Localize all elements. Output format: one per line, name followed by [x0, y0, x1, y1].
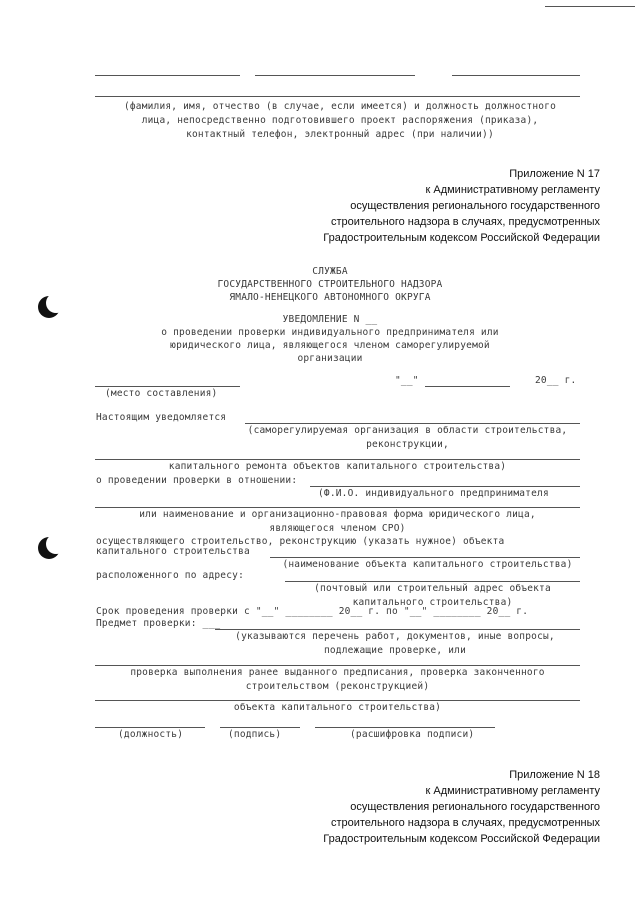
notice-title: УВЕДОМЛЕНИЕ N __: [282, 314, 378, 325]
date-year: 20__ г.: [535, 375, 577, 386]
notice-line1: о проведении проверки индивидуального предпринимателя или: [161, 327, 499, 338]
list-caption: [205, 630, 585, 658]
sro-line2: реконструкции,: [366, 439, 449, 450]
org-line2: являющегося членом СРО): [269, 523, 406, 534]
about-label: о проведении проверки в отношении:: [96, 475, 298, 486]
agency-line1: СЛУЖБА: [312, 266, 348, 277]
sro-line1: (саморегулируемая организация в области строительства,: [247, 425, 568, 436]
appendix-18-line: Градостроительным кодексом Российской Федерации: [323, 833, 600, 845]
agency-line2: ГОСУДАРСТВЕННОГО СТРОИТЕЛЬНОГО НАДЗОРА: [217, 279, 443, 290]
check-line1: проверка выполнения ранее выданного предписания, проверка законченного: [130, 667, 545, 678]
agency-line3: ЯМАЛО-НЕНЕЦКОГО АВТОНОМНОГО ОКРУГА: [229, 292, 431, 303]
header-caption-line1: (фамилия, имя, отчество (в случае, если имеется) и должность должностного: [123, 101, 557, 112]
term-line: Срок проведения проверки с "__" ________ 20__ г. по "__" ________ 20__ г.: [96, 606, 529, 617]
check-line2: строительством (реконструкцией): [245, 681, 430, 692]
place-caption: (место составления): [105, 388, 218, 399]
notice-line2: юридического лица, являющегося членом саморегулируемой: [170, 340, 490, 351]
notice-heading: [120, 313, 540, 365]
list-line1: (указываются перечень работ, документов, иные вопросы,: [235, 631, 555, 642]
date-month-rule: [425, 386, 510, 387]
appendix-18-line: осуществления регионального государственного: [350, 801, 600, 813]
notified-label: Настоящим уведомляется: [96, 412, 227, 423]
header-caption-line2: лица, непосредственно подготовившего проект распоряжения (приказа),: [141, 115, 539, 126]
sig-decode-caption: (расшифровка подписи): [350, 729, 475, 740]
agency-heading: [130, 265, 530, 304]
appendix-17-title: Приложение N 17: [509, 168, 600, 180]
list-line2: подлежащие проверке, или: [323, 645, 467, 656]
appendix-17-line: осуществления регионального государственного: [350, 200, 600, 212]
punch-hole-mark: [38, 537, 60, 559]
located-label: расположенного по адресу:: [96, 570, 244, 581]
address-line1: (почтовый или строительный адрес объекта: [314, 583, 551, 594]
org-line1: или наименование и организационно-правовая форма юридического лица,: [139, 509, 536, 520]
address-line2: капитального строительства): [352, 597, 513, 608]
header-rule-2: [255, 75, 415, 76]
appendix-18-line: к Административному регламенту: [425, 785, 600, 797]
punch-hole-mark: [38, 296, 60, 318]
obj-name-caption: (наименование объекта капитального строительства): [282, 559, 573, 570]
header-rule-1: [95, 75, 240, 76]
implementing-line1: осуществляющего строительство, реконструкцию (указать нужное) объекта: [96, 536, 505, 547]
implementing-line2: капитального строительства: [96, 546, 250, 557]
appendix-17-line: строительного надзора в случаях, предусмотренных: [330, 216, 600, 228]
check-caption: [95, 666, 580, 694]
date-quote: "__": [395, 375, 419, 386]
notice-line3: организации: [297, 353, 363, 364]
appendix-17-line: к Административному регламенту: [425, 184, 600, 196]
header-rule-4: [95, 96, 580, 97]
fio-caption: (Ф.И.О. индивидуального предпринимателя: [318, 488, 549, 499]
top-corner-rule: [545, 6, 635, 7]
appendix-17-line: Градостроительным кодексом Российской Федерации: [323, 232, 600, 244]
sro-caption: [230, 424, 585, 452]
sig-signature-caption: (подпись): [228, 729, 282, 740]
appendix-18-line: строительного надзора в случаях, предусмотренных: [330, 817, 600, 829]
header-caption: [80, 100, 600, 142]
appendix-18-title: Приложение N 18: [509, 769, 600, 781]
object-caption: объекта капитального строительства): [233, 702, 442, 713]
header-rule-3: [452, 75, 580, 76]
subject-label: Предмет проверки: ___: [96, 618, 221, 629]
sig-position-caption: (должность): [118, 729, 184, 740]
org-caption: [95, 508, 580, 536]
appendix-18-block: [250, 767, 600, 847]
appendix-17-block: [250, 166, 600, 246]
repair-caption: капитального ремонта объектов капитального строительства): [168, 461, 507, 472]
header-caption-line3: контактный телефон, электронный адрес (при наличии)): [186, 129, 494, 140]
